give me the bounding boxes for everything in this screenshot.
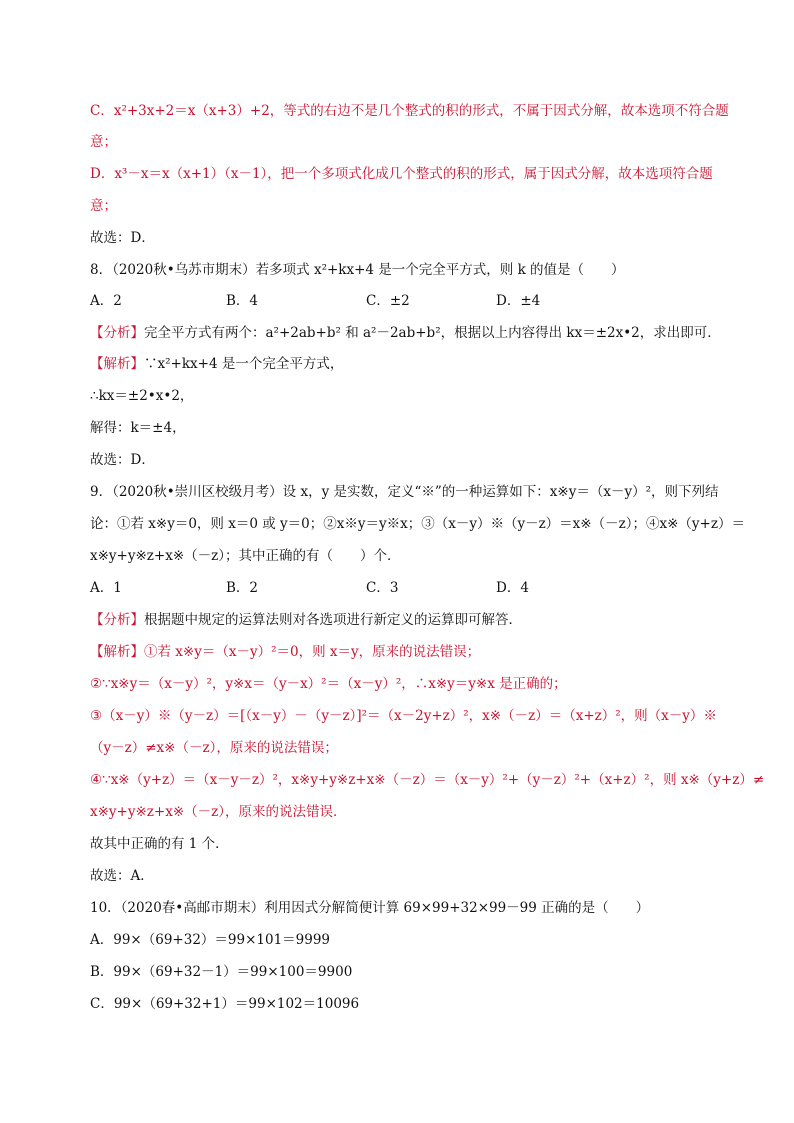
q9-solution-answer: 故选：A．: [90, 868, 154, 884]
q9-analysis-text: 根据题中规定的运算法则对各选项进行新定义的运算即可解答．: [144, 612, 522, 628]
q9-solution-line1: [90, 642, 754, 662]
q9-solution-line4: （y－z）≠x※（－z），原来的说法错误；: [90, 740, 338, 756]
q10-option-c: C．99×（69+32+1）＝99×102＝10096: [90, 996, 360, 1012]
q10-stem: 10．（2020春•高邮市期末）利用因式分解简便计算 69×99+32×99－99 正确的是（ ）: [90, 900, 650, 916]
q8-solution-answer: 故选：D．: [90, 452, 155, 468]
analysis-tag: 【分析】: [90, 612, 144, 628]
q10-option-b: B．99×（69+32－1）＝99×100＝9900: [90, 964, 353, 980]
q8-analysis: [90, 323, 754, 343]
option-d-explanation-line1: D．x³－x＝x（x+1）（x－1），把一个多项式化成几个整式的积的形式，属于因式分解，故本选项符合题: [90, 166, 713, 182]
q8-solution-text: ∵x²+kx+4 是一个完全平方式，: [144, 356, 344, 372]
q8-solution-line3: 解得：k＝±4，: [90, 420, 186, 436]
q8-stem: 8．（2020秋•乌苏市期末）若多项式 x²+kx+4 是一个完全平方式，则 k 的值是（ ）: [90, 262, 625, 278]
option-c-explanation-line2: 意；: [90, 134, 117, 150]
q9-solution-line5: ④∵x※（y+z）＝（x－y－z）²，x※y+y※z+x※（－z）＝（x－y）²+（y－z）²+（x+z）²，则 x※（y+z）≠: [90, 772, 765, 788]
option-c-explanation-line1: C．x²+3x+2＝x（x+3）+2，等式的右边不是几个整式的积的形式，不属于因式分解，故本选项不符合题: [90, 103, 729, 119]
analysis-tag: 【分析】: [90, 325, 144, 341]
q9-stem-line2: 论：①若 x※y＝0，则 x＝0 或 y＝0；②x※y＝y※x；③（x－y）※（y－z）＝x※（－z）；④x※（y+z）＝: [90, 516, 745, 532]
q9-analysis: [90, 610, 754, 630]
q8-solution-line2: ∴kx＝±2•x•2，: [90, 388, 194, 404]
q9-option-c: C．3: [366, 580, 399, 596]
q9-solution-line6: x※y+y※z+x※（－z），原来的说法错误．: [90, 804, 347, 820]
q9-stem-line1: 9．（2020秋•崇川区校级月考）设 x，y 是实数，定义“※”的一种运算如下：x※y＝（x－y）²，则下列结: [90, 484, 719, 500]
q8-option-b: B．4: [226, 293, 259, 309]
q9-solution-line2: ②∵x※y＝（x－y）²，y※x＝（y－x）²＝（x－y）²，∴x※y＝y※x 是正确的；: [90, 676, 567, 692]
q9-option-b: B．2: [226, 580, 259, 596]
q9-solution-line3: ③（x－y）※（y－z）＝[（x－y）－（y－z）]²＝（x－2y+z）²，x※（－z）＝（x+z）²，则（x－y）※: [90, 708, 717, 724]
q8-option-a: A．2: [90, 293, 122, 309]
q8-option-c: C．±2: [366, 293, 410, 309]
q10-option-a: A．99×（69+32）＝99×101＝9999: [90, 932, 331, 948]
q9-stem-line3: x※y+y※z+x※（－z）；其中正确的有（ ）个．: [90, 548, 401, 564]
q8-analysis-text: 完全平方式有两个：a²+2ab+b² 和 a²－2ab+b²，根据以上内容得出 kx＝±2x•2，求出即可．: [144, 325, 721, 341]
solution-tag: 【解析】: [90, 644, 144, 660]
q9-option-a: A．1: [90, 580, 122, 596]
q7-answer: 故选：D．: [90, 230, 155, 246]
q8-solution-line1: [90, 354, 754, 374]
q8-option-d: D．±4: [496, 293, 541, 309]
q9-solution-text: ①若 x※y＝（x－y）²＝0，则 x＝y，原来的说法错误；: [144, 644, 481, 660]
q9-solution-conclusion: 故其中正确的有 1 个．: [90, 836, 229, 852]
q9-option-d: D．4: [496, 580, 529, 596]
solution-tag: 【解析】: [90, 356, 144, 372]
option-d-explanation-line2: 意；: [90, 198, 117, 214]
